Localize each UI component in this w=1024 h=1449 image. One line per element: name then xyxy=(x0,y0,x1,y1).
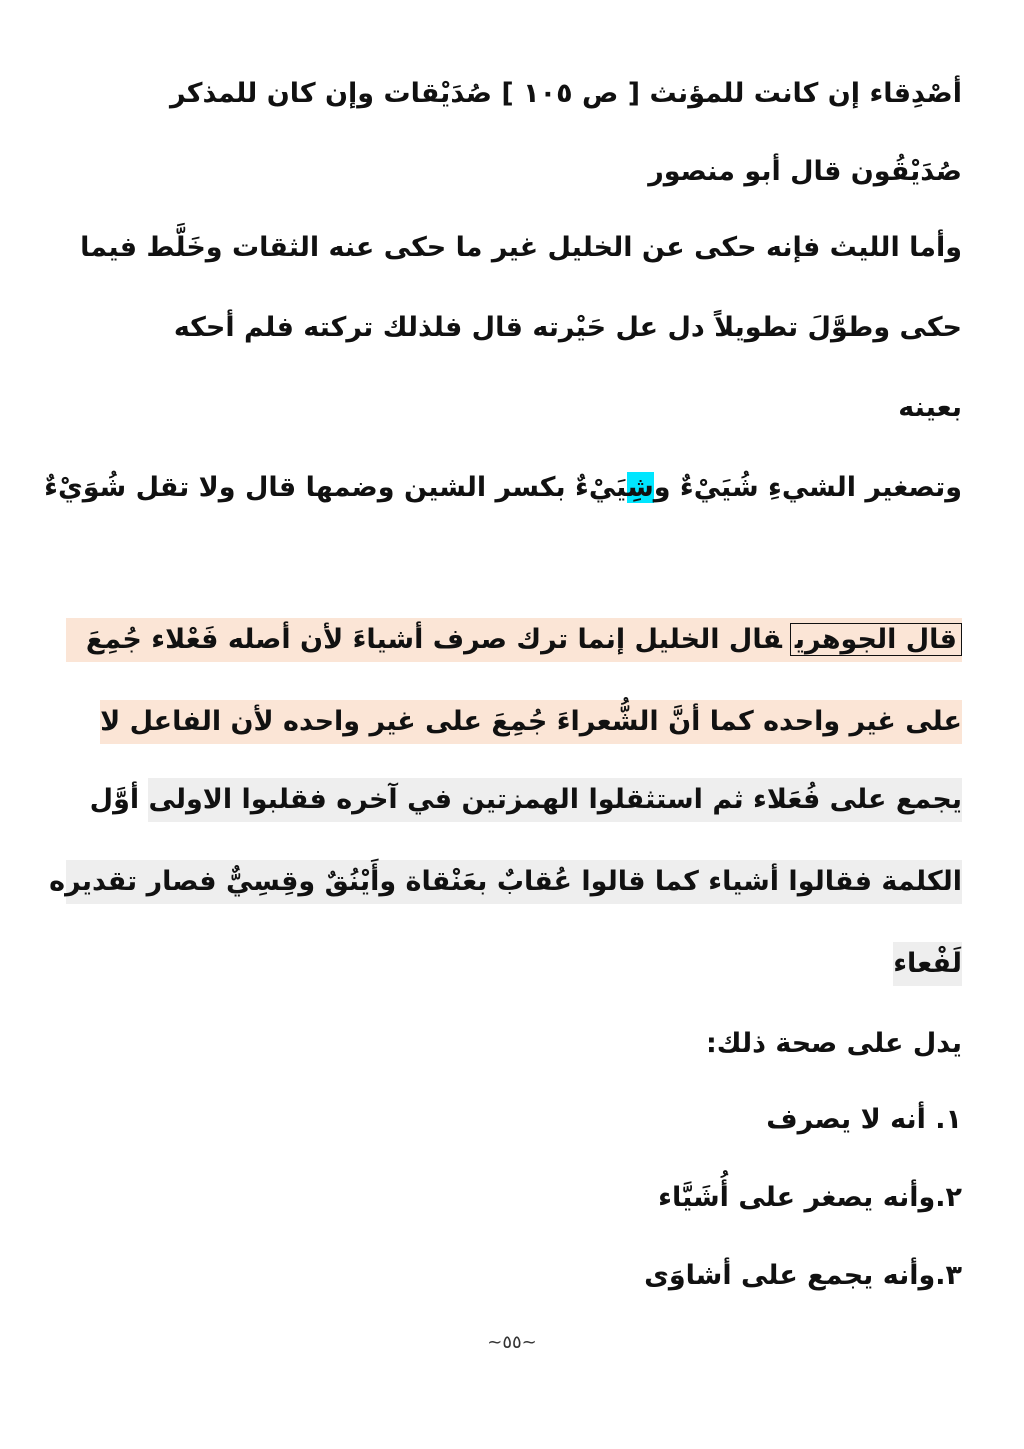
tasghir-after: يَيْءٌ بكسر الشين وضمها قال ولا تقل شُوَيْءٌ xyxy=(44,472,628,503)
tasghir-before: وتصغير الشيءِ شُيَيْءٌ و xyxy=(653,472,962,503)
text-line: أصْدِقاء إن كانت للمؤنث [ ص ١٠٥ ] صُدَيْقات وإن كان للمذكر xyxy=(169,78,962,109)
jawhari-rest: قال الخليل إنما ترك صرف أشياءَ لأن أصله فَعْلاء جُمِعَ xyxy=(85,624,782,655)
text-line: بعينه xyxy=(898,392,962,423)
list-item: ١. أنه لا يصرف xyxy=(766,1104,962,1135)
highlighted-line: يجمع على فُعَلاء ثم استثقلوا الهمزتين في آخره فقلبوا الاولى أوَّل xyxy=(148,778,962,822)
list-item: ٣.وأنه يجمع على أشاوَى xyxy=(644,1260,962,1291)
boxed-label: قال الجوهري xyxy=(790,623,962,656)
cursor-highlight: شِ xyxy=(627,472,654,503)
tasghir-line xyxy=(44,466,962,510)
text-line: وأما الليث فإنه حكى عن الخليل غير ما حكى عنه الثقات وخَلَّط فيما xyxy=(80,232,962,263)
evidence-heading: يدل على صحة ذلك: xyxy=(706,1028,962,1059)
list-item: ٢.وأنه يصغر على أُشَيَّاء xyxy=(658,1182,962,1213)
highlighted-line: لَفْعاء xyxy=(893,942,962,986)
highlighted-line: الكلمة فقالوا أشياء كما قالوا عُقابٌ بعَنْقاة وأَيْنُقٌ وقِسِيٌّ فصار تقديره xyxy=(66,860,962,904)
text-line: صُدَيْقُون قال أبو منصور xyxy=(648,156,962,187)
highlighted-line: على غير واحده كما أنَّ الشُّعراءَ جُمِعَ على غير واحده لأن الفاعل لا xyxy=(100,700,962,744)
jawhari-line xyxy=(66,618,962,662)
page-number: ~٥٥~ xyxy=(487,1332,537,1353)
text-line: حكى وطوَّلَ تطويلاً دل عل حَيْرته قال فلذلك تركته فلم أحكه xyxy=(173,312,962,343)
